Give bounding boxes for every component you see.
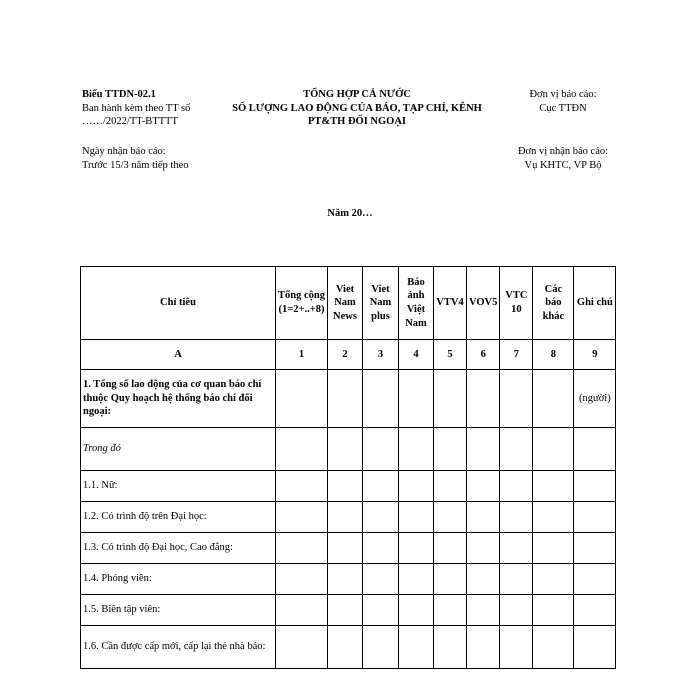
value-cell [328, 595, 363, 626]
value-cell [533, 564, 574, 595]
value-cell [500, 533, 533, 564]
header-cell: Báo ảnh Việt Nam [399, 267, 434, 340]
index-cell: 6 [467, 340, 500, 370]
value-cell [467, 564, 500, 595]
value-cell [467, 502, 500, 533]
table-row [81, 502, 616, 533]
value-cell [533, 471, 574, 502]
table-row [81, 370, 616, 428]
reporting-unit-block [508, 88, 618, 115]
note-cell [574, 502, 616, 533]
index-cell: 9 [574, 340, 616, 370]
note-cell: (người) [574, 370, 616, 428]
value-cell [500, 595, 533, 626]
form-code-block [82, 88, 232, 129]
value-cell [328, 471, 363, 502]
value-cell [467, 370, 500, 428]
row-label: 1.6. Cần được cấp mới, cấp lại thẻ nhà báo: [81, 626, 276, 669]
header-cell: Các báo khác [533, 267, 574, 340]
row-label: 1.1. Nữ: [81, 471, 276, 502]
note-cell [574, 471, 616, 502]
note-cell [574, 626, 616, 669]
value-cell [399, 502, 434, 533]
value-cell [276, 428, 328, 471]
value-cell [467, 471, 500, 502]
value-cell [363, 533, 399, 564]
value-cell [328, 428, 363, 471]
value-cell [276, 564, 328, 595]
value-cell [533, 626, 574, 669]
receive-date-label: Ngày nhận báo cáo: [82, 146, 166, 157]
value-cell [500, 428, 533, 471]
value-cell [500, 564, 533, 595]
title-line-1: TỔNG HỢP CẢ NƯỚC [303, 89, 411, 100]
value-cell [363, 626, 399, 669]
value-cell [399, 370, 434, 428]
value-cell [328, 370, 363, 428]
note-cell [574, 564, 616, 595]
value-cell [399, 626, 434, 669]
index-cell: A [81, 340, 276, 370]
index-cell: 2 [328, 340, 363, 370]
value-cell [363, 370, 399, 428]
circular-number: ……/2022/TT-BTTTT [82, 116, 178, 128]
value-cell [363, 502, 399, 533]
title-line-3: PT&TH ĐỐI NGOẠI [307, 116, 406, 128]
value-cell [467, 595, 500, 626]
header-cell: Chỉ tiêu [81, 267, 276, 340]
report-year: Năm 20… [327, 208, 373, 219]
header-cell: VOV5 [467, 267, 500, 340]
value-cell [399, 595, 434, 626]
table-row [81, 533, 616, 564]
value-cell [467, 626, 500, 669]
value-cell [328, 502, 363, 533]
index-cell: 8 [533, 340, 574, 370]
value-cell [434, 564, 467, 595]
header-cell: VTC 10 [500, 267, 533, 340]
header-cell: VTV4 [434, 267, 467, 340]
value-cell [363, 595, 399, 626]
header-cell: Viet Nam plus [363, 267, 399, 340]
value-cell [276, 471, 328, 502]
value-cell [533, 370, 574, 428]
value-cell [363, 564, 399, 595]
table-row [81, 428, 616, 471]
note-cell [574, 428, 616, 471]
row-label: 1.5. Biên tập viên: [81, 595, 276, 626]
receive-date-value: Trước 15/3 năm tiếp theo [82, 159, 189, 171]
index-cell: 5 [434, 340, 467, 370]
value-cell [434, 370, 467, 428]
value-cell [363, 428, 399, 471]
value-cell [399, 533, 434, 564]
value-cell [276, 502, 328, 533]
value-cell [328, 626, 363, 669]
value-cell [363, 471, 399, 502]
table-row [81, 564, 616, 595]
header-cell: Tổng cộng (1=2+..+8) [276, 267, 328, 340]
value-cell [434, 428, 467, 471]
note-cell [574, 595, 616, 626]
labor-statistics-table [80, 266, 616, 669]
value-cell [533, 533, 574, 564]
header-cell: Ghi chú [574, 267, 616, 340]
row-label: 1.3. Có trình độ Đại học, Cao đẳng: [81, 533, 276, 564]
value-cell [328, 533, 363, 564]
receiving-unit-block [500, 145, 626, 172]
value-cell [533, 595, 574, 626]
value-cell [434, 533, 467, 564]
form-code: Biểu TTDN-02.1 [82, 89, 156, 100]
value-cell [434, 502, 467, 533]
row-label: 1.2. Có trình độ trên Đại học: [81, 502, 276, 533]
index-cell: 3 [363, 340, 399, 370]
reporting-unit-label: Đơn vị báo cáo: [529, 89, 597, 100]
value-cell [467, 428, 500, 471]
value-cell [533, 428, 574, 471]
value-cell [276, 370, 328, 428]
header-cell: Viet Nam News [328, 267, 363, 340]
index-row [81, 340, 616, 370]
table-row [81, 595, 616, 626]
value-cell [399, 471, 434, 502]
value-cell [434, 595, 467, 626]
report-title [212, 88, 502, 129]
value-cell [467, 533, 500, 564]
value-cell [276, 626, 328, 669]
issued-by-line: Ban hành kèm theo TT số [82, 102, 191, 114]
value-cell [399, 428, 434, 471]
receiving-unit-value: Vụ KHTC, VP Bộ [524, 159, 602, 171]
index-cell: 7 [500, 340, 533, 370]
table-row [81, 626, 616, 669]
receive-date-block [82, 145, 242, 172]
value-cell [276, 533, 328, 564]
value-cell [434, 626, 467, 669]
value-cell [533, 502, 574, 533]
value-cell [500, 471, 533, 502]
row-label: 1.4. Phóng viên: [81, 564, 276, 595]
value-cell [500, 626, 533, 669]
index-cell: 1 [276, 340, 328, 370]
receiving-unit-label: Đơn vị nhận báo cáo: [517, 146, 609, 157]
value-cell [276, 595, 328, 626]
table-row [81, 471, 616, 502]
reporting-unit-value: Cục TTĐN [539, 102, 587, 114]
value-cell [434, 471, 467, 502]
row-label: 1. Tổng số lao động của cơ quan báo chí thuộc Quy hoạch hệ thống báo chí đối ngoại: [81, 370, 276, 428]
note-cell [574, 533, 616, 564]
title-line-2: SỐ LƯỢNG LAO ĐỘNG CỦA BÁO, TẠP CHÍ, KÊNH [232, 102, 482, 114]
value-cell [399, 564, 434, 595]
row-label: Trong đó [81, 428, 276, 471]
value-cell [328, 564, 363, 595]
header-row [81, 267, 616, 340]
index-cell: 4 [399, 340, 434, 370]
value-cell [500, 370, 533, 428]
value-cell [500, 502, 533, 533]
